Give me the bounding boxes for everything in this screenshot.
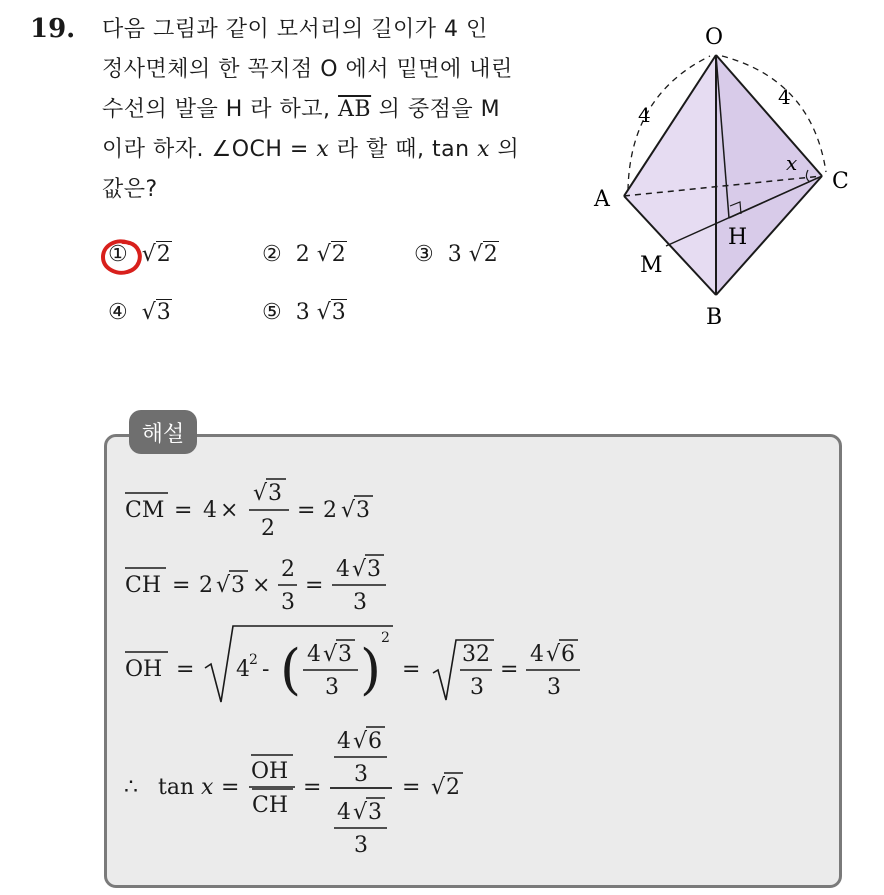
question-line-1: 다음 그림과 같이 모서리의 길이가 4 인 [102, 17, 488, 42]
tan-n-rad: 6 [368, 729, 382, 754]
question-line-4-c: 의 [489, 137, 520, 162]
therefore-sign: ∴ [124, 775, 138, 800]
sqrt-symbol: √ [431, 775, 446, 800]
equals-sign: = [174, 498, 193, 523]
question-line-2: 정사면체의 한 꼭지점 O 에서 밑면에 내린 [102, 57, 513, 82]
cm-res-rad: 3 [356, 498, 370, 523]
choice-3-number: ③ [414, 242, 434, 267]
equals-sign: = [500, 657, 519, 682]
question-line-3-b: 의 중점을 M [371, 97, 501, 122]
sqrt-symbol: √ [353, 729, 368, 754]
tan-var: x [201, 775, 214, 800]
solution-line-oh [125, 626, 580, 702]
ch-frac-num: 2 [281, 557, 295, 582]
solution-line-tan [124, 727, 463, 858]
choice-2-number: ② [262, 242, 282, 267]
cm-factor: 4 [203, 498, 217, 523]
tan-d-den: 3 [354, 833, 368, 858]
sqrt-symbol: √ [341, 498, 356, 523]
equals-sign: = [402, 775, 421, 800]
ch-lhs: CH [125, 573, 162, 598]
variable-x: x [316, 137, 330, 162]
oh-res-rad: 6 [561, 642, 575, 667]
label-x: x [786, 151, 798, 175]
choice-1-sqrt: √2 [141, 242, 171, 267]
ch-a-coef: 2 [199, 573, 213, 598]
oh-mid-num: 32 [462, 642, 490, 667]
oh-base-exp: 2 [249, 652, 258, 668]
times-sign: × [220, 498, 239, 523]
choice-5-radicand: 3 [331, 300, 346, 325]
oh-lhs: OH [125, 657, 163, 682]
ch-res-coef: 4 [336, 557, 350, 582]
cm-frac-den: 2 [261, 516, 275, 541]
sqrt-symbol: √ [323, 642, 338, 667]
equals-sign: = [303, 775, 322, 800]
label-c: C [832, 169, 849, 194]
oh-outer-exp: 2 [381, 630, 390, 646]
solution-line-cm [125, 479, 373, 541]
choice-4-sqrt: √3 [141, 300, 171, 325]
equals-sign: = [402, 657, 421, 682]
question-line-3-a: 수선의 발을 H 라 하고, [102, 97, 339, 122]
sqrt-symbol: √ [353, 800, 368, 825]
cm-frac-radicand: 3 [268, 481, 282, 506]
tan-n-coef: 4 [337, 729, 351, 754]
times-sign: × [252, 573, 271, 598]
equals-sign: = [172, 573, 191, 598]
choice-3-radicand: 2 [483, 242, 498, 267]
oh-in-coef: 4 [307, 642, 321, 667]
equals-sign: = [221, 775, 240, 800]
equals-sign: = [176, 657, 195, 682]
label-edge-oa: 4 [638, 103, 651, 127]
question-line-4-b: 라 할 때, tan [329, 137, 478, 162]
solution-tag: 해설 [129, 410, 197, 454]
label-o: O [705, 25, 724, 50]
choice-1-radicand: 2 [156, 242, 171, 267]
choice-2-sqrt: √2 [316, 242, 346, 267]
sqrt-symbol: √ [352, 557, 367, 582]
cm-lhs: CM [125, 498, 165, 523]
question-number: 19. [30, 14, 76, 44]
cm-res-coef: 2 [323, 498, 337, 523]
choice-5-number: ⑤ [262, 300, 282, 325]
oh-res-coef: 4 [530, 642, 544, 667]
choice-2-radicand: 2 [331, 242, 346, 267]
oh-mid-den: 3 [470, 675, 484, 700]
question-line-4-a: 이라 하자. ∠OCH = [102, 137, 317, 162]
segment-ab: $\overline{AB}$ [338, 97, 372, 122]
choice-4-radicand: 3 [156, 300, 171, 325]
choice-3-coef: 3 [447, 242, 462, 267]
tan-d-coef: 4 [337, 800, 351, 825]
choice-3-sqrt: √2 [468, 242, 498, 267]
ch-res-rad: 3 [367, 557, 381, 582]
label-edge-oc: 4 [778, 85, 791, 109]
oh-res-den: 3 [547, 675, 561, 700]
right-paren: ) [360, 638, 382, 701]
equals-sign: = [305, 573, 324, 598]
label-a: A [594, 187, 610, 212]
oh-base: 4 [236, 657, 250, 682]
sqrt-symbol: √ [216, 573, 231, 598]
sqrt-symbol: √ [546, 642, 561, 667]
label-b: B [706, 305, 723, 330]
choice-1-number: ① [108, 242, 128, 267]
ch-frac-den: 3 [281, 590, 295, 615]
tan-d-rad: 3 [368, 800, 382, 825]
choice-4-number: ④ [108, 300, 128, 325]
oh-minus: - [262, 657, 270, 682]
oh-in-den: 3 [325, 675, 339, 700]
variable-x-2: x [477, 137, 490, 162]
sqrt-symbol: √ [253, 481, 268, 506]
label-m: M [640, 253, 663, 278]
ch-res-den: 3 [353, 590, 367, 615]
label-h: H [728, 225, 748, 250]
tan-oh: OH [251, 759, 289, 784]
left-paren: ( [280, 638, 302, 701]
equals-sign: = [297, 498, 316, 523]
tan-label: tan [158, 775, 195, 800]
choice-5-coef: 3 [295, 300, 310, 325]
question-line-5: 값은? [102, 177, 158, 202]
choice-2-coef: 2 [295, 242, 310, 267]
tan-ch: CH [252, 793, 289, 818]
ch-a-rad: 3 [231, 573, 245, 598]
tan-res-rad: 2 [446, 775, 460, 800]
oh-in-rad: 3 [338, 642, 352, 667]
solution-line-ch [125, 555, 386, 615]
tan-n-den: 3 [354, 762, 368, 787]
choice-5-sqrt: √3 [316, 300, 346, 325]
